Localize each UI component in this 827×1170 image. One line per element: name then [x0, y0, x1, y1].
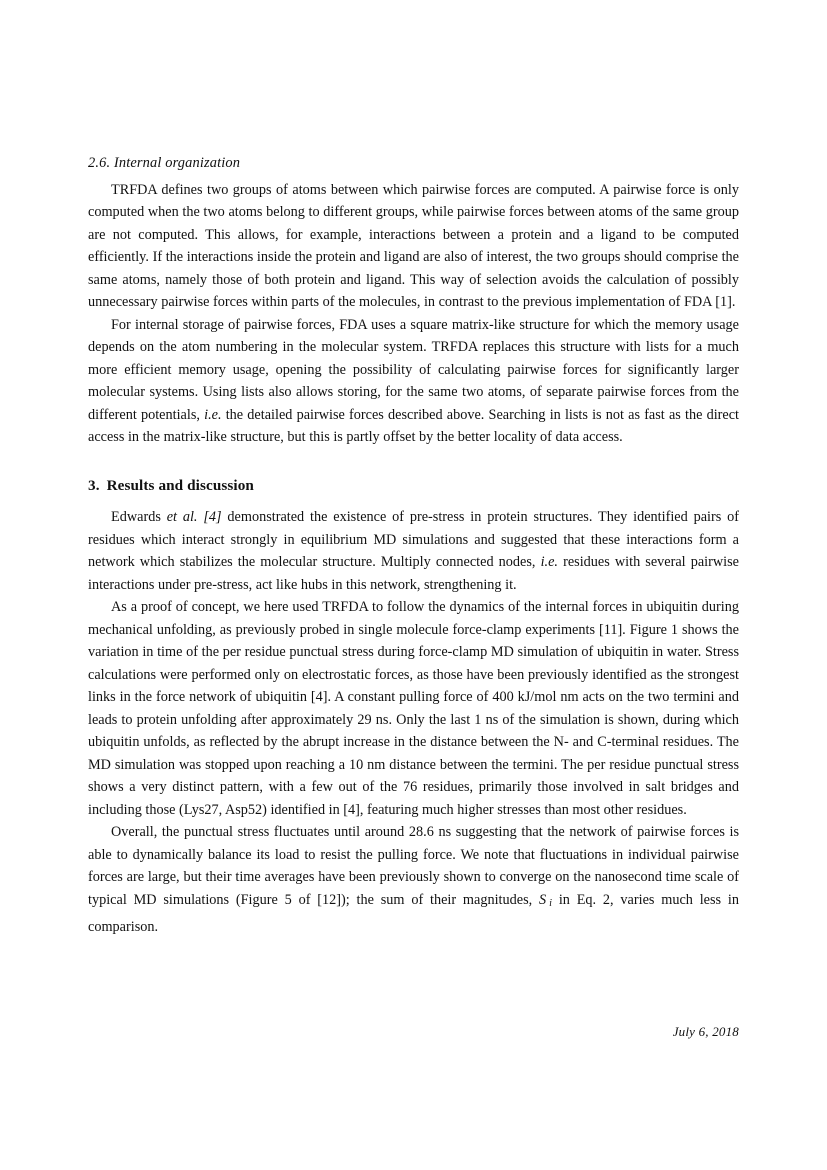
subsection-heading: 2.6. Internal organization — [88, 155, 241, 171]
paragraph-results-3 — [88, 821, 739, 938]
inline-math-sum-magnitudes — [539, 892, 552, 908]
paragraph-text-segment: For internal storage of pairwise forces, FDA uses a square matrix-like structure for which the memory usage depends on the atom numbering in the molecular system. TRFDA replaces this structure with lists for a much more efficient memory usage, opening the possibility of calculating pairwise forces for significantly larger molecular systems. Using lists also allows storing, for the same two atoms, of separate pairwise forces from the different potentials, — [88, 316, 739, 423]
paragraph-text-segment: demonstrated the existence of pre-stress in protein structures. They identified pairs of residues which interact strongly in equilibrium MD simulations and suggested that these interactions form a network which stabilizes the molecular structure. Multiply connected nodes, — [88, 509, 739, 570]
section-heading-title: Results and discussion — [106, 476, 254, 494]
paragraph-text-segment: Edwards — [111, 509, 167, 525]
math-subscript-i: i — [549, 898, 552, 910]
paragraph-text-segment: residues with several pairwise interactions under pre-stress, act like hubs in this network, strengthening it. — [88, 554, 739, 593]
citation-et-al-4: et al. [4] — [166, 509, 222, 525]
paragraph-results-1 — [88, 506, 739, 596]
paragraph-text-segment: the detailed pairwise forces described above. Searching in lists is not as fast as the direct access in the matrix-like structure, but this is partly offset by the better locality of data access. — [88, 406, 740, 445]
section-heading-number: 3. — [88, 476, 100, 494]
paragraph-text-segment: in Eq. 2, varies much less in comparison. — [88, 891, 739, 935]
paragraph-internal-organization-1: TRFDA defines two groups of atoms between which pairwise forces are computed. A pairwise force is only computed when the two atoms belong to different groups, while pairwise forces between atoms of the same group are not computed. This allows, for example, interactions between a protein and a ligand to be computed efficiently. If the interactions inside the protein and ligand are also of interest, the two groups should comprise the same atoms, namely those of both protein and ligand. This way of selection avoids the calculation of possibly unnecessary pairwise forces within parts of the molecules, in contrast to the previous implementation of FDA [1]. — [88, 181, 739, 310]
footer-date: July 6, 2018 — [672, 1024, 739, 1039]
page-text-block — [88, 152, 739, 938]
paragraph-text-segment: Overall, the punctual stress fluctuates until around 28.6 ns suggesting that the network of pairwise forces is able to dynamically balance its load to resist the pulling force. We note that fluctuations in individual pairwise forces are large, but their time averages have been previously shown to converge on the nanosecond time scale of typical MD simulations (Figure 5 of [12]); the sum of their magnitudes, — [88, 824, 739, 908]
paragraph-results-2: As a proof of concept, we here used TRFDA to follow the dynamics of the internal forces in ubiquitin during mechanical unfolding, as previously probed in single molecule force-clamp experiments [11]. Figure 1 shows the variation in time of the per residue punctual stress during force-clamp MD simulation of ubiquitin in water. Stress calculations were performed only on electrostatic forces, as those have been previously identified as the strongest links in the force network of ubiquitin [4]. A constant pulling force of 400 kJ/mol nm acts on the two termini and leads to protein unfolding after approximately 29 ns. Only the last 1 ns of the simulation is shown, during which ubiquitin unfolds, as reflected by the abrupt increase in the distance between the N- and C-terminal residues. The MD simulation was stopped upon reaching a 10 nm distance between the termini. The per residue punctual stress shows a very distinct pattern, with a few out of the 76 residues, primarily those involved in salt bridges and including those (Lys27, Asp52) identified in [4], featuring much higher stresses than most other residues. — [88, 599, 739, 818]
math-symbol-S: S — [539, 891, 547, 908]
emphasis-ie: i.e. — [204, 406, 222, 423]
emphasis-ie: i.e. — [540, 554, 558, 570]
paragraph-internal-organization-2 — [88, 314, 739, 449]
section-heading — [88, 475, 739, 498]
